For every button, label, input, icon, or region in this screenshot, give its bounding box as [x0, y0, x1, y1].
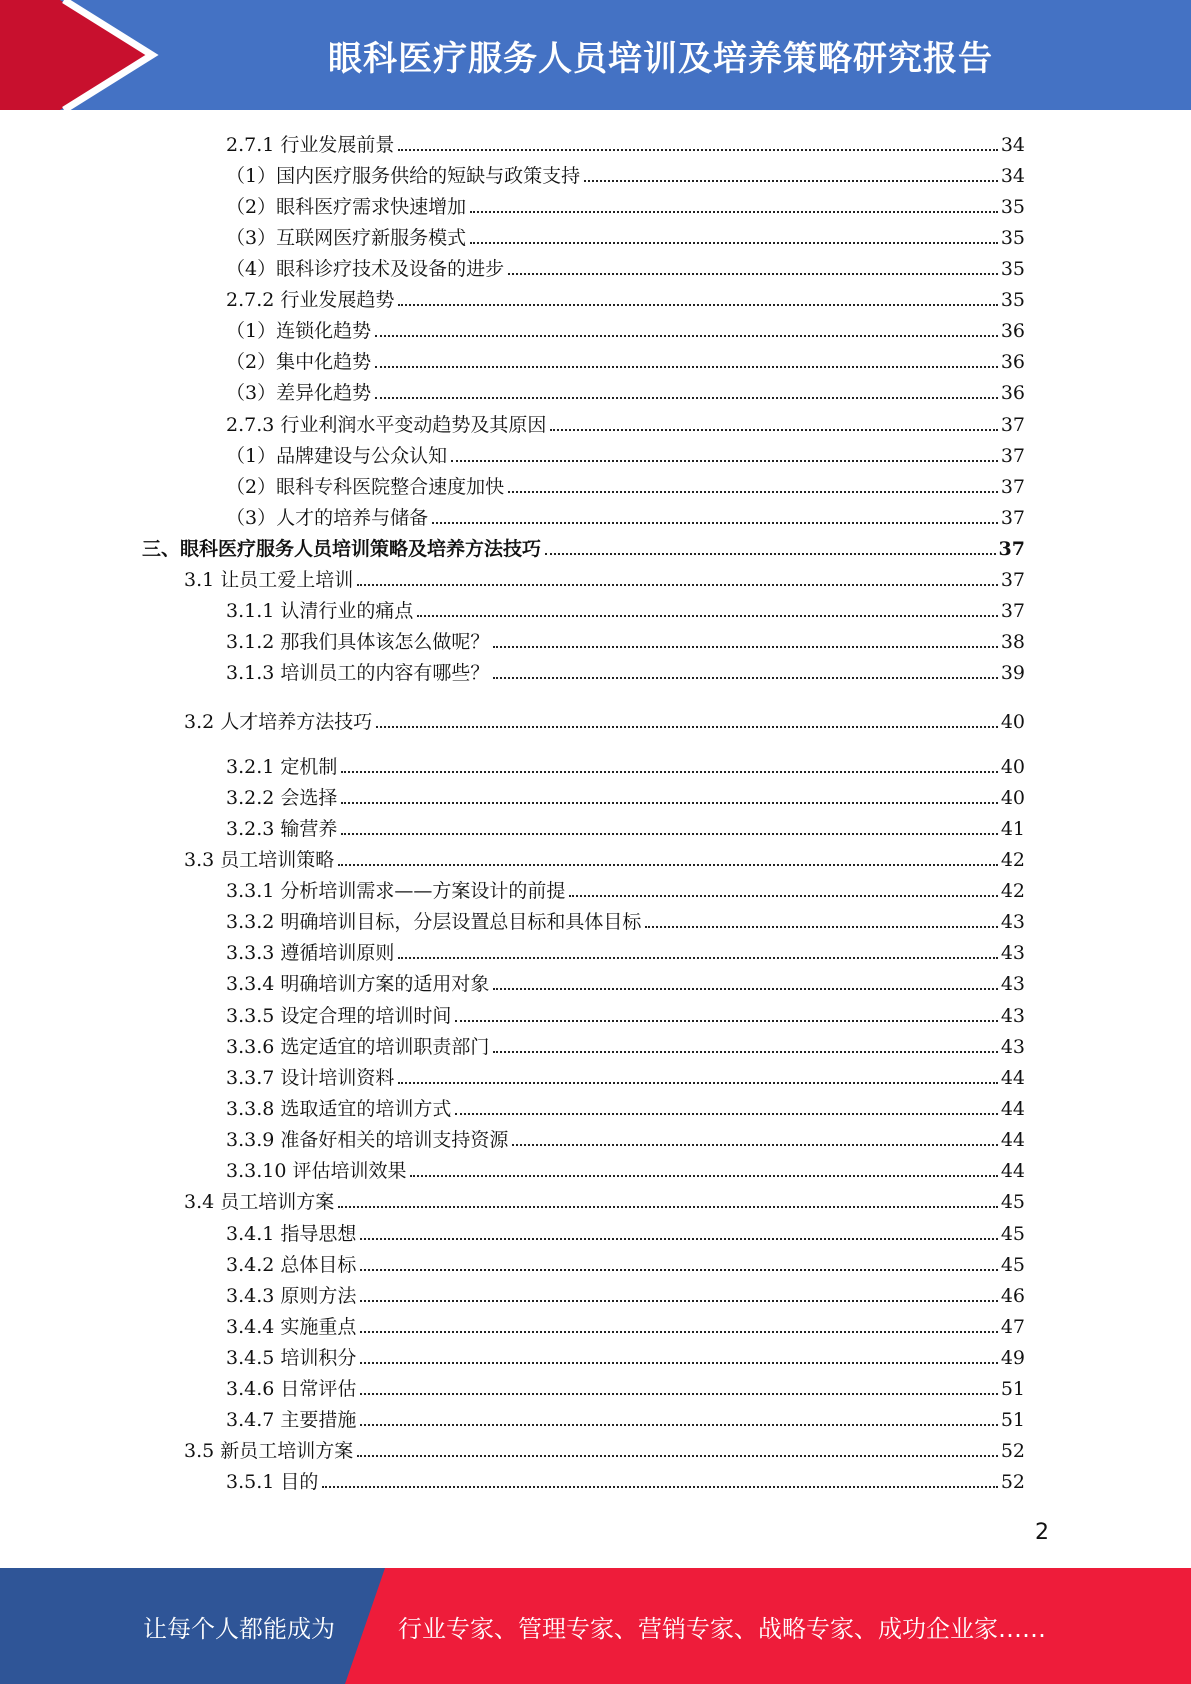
toc-entry[interactable]: [0, 1248, 1025, 1276]
toc-dot-leader: [493, 988, 997, 990]
toc-dot-leader: [417, 615, 997, 617]
toc-dot-leader: [455, 1113, 997, 1115]
toc-entry-title: 3.3 员工培训策略: [184, 849, 335, 871]
toc-entry[interactable]: [0, 936, 1025, 964]
toc-entry[interactable]: [0, 874, 1025, 902]
toc-entry-title: 3.3.8 选取适宜的培训方式: [226, 1098, 452, 1120]
toc-entry[interactable]: [0, 1434, 1025, 1462]
toc-entry[interactable]: [0, 376, 1025, 404]
toc-dot-leader: [410, 1175, 997, 1177]
toc-entry-page: 47: [1000, 1316, 1025, 1338]
toc-entry-page: 35: [1000, 258, 1025, 280]
toc-dot-leader: [493, 646, 997, 648]
toc-entry-title: 3.3.3 遵循培训原则: [226, 942, 395, 964]
toc-entry-title: 3.1.1 认清行业的痛点: [226, 600, 414, 622]
toc-entry[interactable]: [0, 345, 1025, 373]
toc-entry-title: 3.4.7 主要措施: [226, 1409, 357, 1431]
toc-dot-leader: [360, 1331, 997, 1333]
toc-dot-leader: [398, 1082, 997, 1084]
toc-dot-leader: [645, 926, 997, 928]
toc-entry-page: 44: [1000, 1129, 1025, 1151]
toc-entry[interactable]: [0, 1403, 1025, 1431]
toc-entry-page: 40: [1000, 787, 1025, 809]
toc-dot-leader: [360, 1269, 997, 1271]
toc-dot-leader: [360, 1238, 997, 1240]
toc-dot-leader: [451, 460, 998, 462]
toc-entry-title: 3.3.6 选定适宜的培训职责部门: [226, 1036, 490, 1058]
toc-entry-page: 36: [1000, 320, 1025, 342]
toc-entry-page: 37: [1000, 569, 1025, 591]
toc-entry[interactable]: [0, 594, 1025, 622]
toc-dot-leader: [398, 149, 997, 151]
toc-dot-leader: [341, 802, 997, 804]
toc-entry-page: 44: [1000, 1067, 1025, 1089]
toc-entry[interactable]: [0, 1092, 1025, 1120]
toc-entry-title: 3.1.3 培训员工的内容有哪些？: [226, 662, 490, 684]
toc-entry-title: 3.4.2 总体目标: [226, 1254, 357, 1276]
footer-banner: [0, 1568, 1191, 1684]
header-bar: [0, 0, 1191, 110]
toc-entry-page: 43: [1000, 1036, 1025, 1058]
toc-dot-leader: [338, 864, 998, 866]
toc-entry-title: 3.3.1 分析培训需求——方案设计的前提: [226, 880, 566, 902]
toc-entry-title: 3.3.9 准备好相关的培训支持资源: [226, 1129, 509, 1151]
toc-entry-title: 3.5.1 目的: [226, 1471, 319, 1493]
toc-entry-title: 3.3.7 设计培训资料: [226, 1067, 395, 1089]
toc-dot-leader: [360, 1362, 997, 1364]
toc-entry[interactable]: [0, 1185, 1025, 1213]
toc-entry-page: 40: [1000, 711, 1025, 733]
toc-entry-page: 45: [1000, 1254, 1025, 1276]
toc-entry-page: 52: [1000, 1471, 1025, 1493]
toc-entry-title: （2）眼科专科医院整合速度加快: [226, 476, 505, 498]
toc-entry-page: 42: [1000, 849, 1025, 871]
toc-entry-title: （2）眼科医疗需求快速增加: [226, 196, 467, 218]
toc-entry[interactable]: [0, 1310, 1025, 1338]
toc-entry-page: 43: [1000, 973, 1025, 995]
toc-dot-leader: [584, 180, 998, 182]
toc-entry[interactable]: [0, 159, 1025, 187]
toc-entry-page: 36: [1000, 382, 1025, 404]
toc-entry[interactable]: [0, 1465, 1025, 1493]
header-arrow-icon: [0, 0, 160, 110]
toc-dot-leader: [569, 895, 997, 897]
toc-entry[interactable]: [0, 190, 1025, 218]
toc-dot-leader: [376, 726, 998, 728]
toc-entry-title: （3）差异化趋势: [226, 382, 372, 404]
toc-entry-title: 3.2 人才培养方法技巧: [184, 711, 373, 733]
toc-entry-title: 3.1.2 那我们具体该怎么做呢？: [226, 631, 490, 653]
toc-dot-leader: [322, 1486, 997, 1488]
toc-entry[interactable]: [0, 843, 1025, 871]
toc-entry-title: 2.7.2 行业发展趋势: [226, 289, 395, 311]
toc-entry[interactable]: [0, 439, 1025, 467]
toc-entry-page: 35: [1000, 289, 1025, 311]
page-number: 2: [1035, 1520, 1049, 1545]
toc-entry-page: 43: [1000, 942, 1025, 964]
toc-dot-leader: [508, 273, 998, 275]
toc-entry-title: 3.4.6 日常评估: [226, 1378, 357, 1400]
toc-entry[interactable]: [0, 1154, 1025, 1182]
toc-entry[interactable]: [0, 1279, 1025, 1307]
toc-dot-leader: [493, 1051, 997, 1053]
toc-entry-page: 34: [1000, 165, 1025, 187]
toc-entry[interactable]: [0, 905, 1025, 933]
toc-entry-title: 3.4 员工培训方案: [184, 1191, 335, 1213]
toc-entry[interactable]: [0, 1372, 1025, 1400]
toc-dot-leader: [455, 1020, 997, 1022]
toc-entry[interactable]: [0, 656, 1025, 684]
toc-entry-title: 3.5 新员工培训方案: [184, 1440, 354, 1462]
toc-entry-title: 3.4.1 指导思想: [226, 1223, 357, 1245]
toc-entry[interactable]: [0, 705, 1025, 733]
toc-dot-leader: [432, 522, 998, 524]
toc-entry-page: 35: [1000, 227, 1025, 249]
toc-dot-leader: [338, 1206, 998, 1208]
toc-entry-page: 37: [1000, 476, 1025, 498]
toc-entry[interactable]: [0, 314, 1025, 342]
toc-entry-title: （3）人才的培养与储备: [226, 507, 429, 529]
toc-entry[interactable]: [0, 532, 1025, 560]
toc-entry-title: 3.3.10 评估培训效果: [226, 1160, 407, 1182]
footer-slogan-right: 行业专家、管理专家、营销专家、战略专家、成功企业家……: [398, 1614, 1046, 1643]
toc-entry[interactable]: [0, 252, 1025, 280]
footer-slogan-left: 让每个人都能成为: [143, 1614, 335, 1643]
toc-entry-title: 2.7.1 行业发展前景: [226, 134, 395, 156]
toc-entry-title: 3.2.1 定机制: [226, 756, 338, 778]
toc-entry-title: 三、眼科医疗服务人员培训策略及培养方法技巧: [142, 538, 542, 560]
toc-entry[interactable]: [0, 781, 1025, 809]
toc-entry[interactable]: [0, 221, 1025, 249]
toc-entry[interactable]: [0, 563, 1025, 591]
toc-dot-leader: [360, 1424, 997, 1426]
toc-entry-title: 3.2.3 输营养: [226, 818, 338, 840]
toc-entry[interactable]: [0, 470, 1025, 498]
toc-entry[interactable]: [0, 1123, 1025, 1151]
toc-entry-page: 52: [1000, 1440, 1025, 1462]
toc-entry-title: （4）眼科诊疗技术及设备的进步: [226, 258, 505, 280]
toc-entry-page: 46: [1000, 1285, 1025, 1307]
toc-entry-page: 51: [1000, 1378, 1025, 1400]
toc-entry-page: 43: [1000, 911, 1025, 933]
toc-dot-leader: [375, 397, 998, 399]
toc-dot-leader: [470, 211, 998, 213]
toc-entry-page: 34: [1000, 134, 1025, 156]
toc-entry[interactable]: [0, 625, 1025, 653]
toc-dot-leader: [493, 677, 997, 679]
toc-entry-page: 41: [1000, 818, 1025, 840]
toc-dot-leader: [341, 833, 997, 835]
toc-dot-leader: [398, 957, 997, 959]
toc-entry[interactable]: [0, 999, 1025, 1027]
toc-entry-page: 37: [1000, 600, 1025, 622]
toc-entry[interactable]: [0, 1030, 1025, 1058]
toc-entry-page: 37: [998, 538, 1025, 560]
toc-dot-leader: [375, 366, 998, 368]
report-title: 眼科医疗服务人员培训及培养策略研究报告: [328, 38, 993, 79]
toc-dot-leader: [360, 1300, 997, 1302]
toc-entry-page: 37: [1000, 507, 1025, 529]
toc-entry-title: 3.2.2 会选择: [226, 787, 338, 809]
toc-dot-leader: [508, 491, 998, 493]
toc-entry-title: （2）集中化趋势: [226, 351, 372, 373]
toc-entry-title: 3.4.3 原则方法: [226, 1285, 357, 1307]
toc-entry-page: 45: [1000, 1191, 1025, 1213]
toc-entry-page: 37: [1000, 414, 1025, 436]
toc-entry[interactable]: [0, 967, 1025, 995]
toc-dot-leader: [357, 1455, 998, 1457]
toc-entry-title: 3.3.2 明确培训目标，分层设置总目标和具体目标: [226, 911, 642, 933]
toc-entry[interactable]: [0, 812, 1025, 840]
toc-entry-title: 3.3.4 明确培训方案的适用对象: [226, 973, 490, 995]
toc-entry-title: （1）品牌建设与公众认知: [226, 445, 448, 467]
toc-dot-leader: [357, 584, 998, 586]
toc-entry-page: 38: [1000, 631, 1025, 653]
toc-entry-page: 42: [1000, 880, 1025, 902]
toc-entry-page: 43: [1000, 1005, 1025, 1027]
toc-dot-leader: [545, 553, 996, 555]
toc-entry-page: 51: [1000, 1409, 1025, 1431]
toc-entry-title: （1）国内医疗服务供给的短缺与政策支持: [226, 165, 581, 187]
toc-entry[interactable]: [0, 283, 1025, 311]
toc-entry-title: 3.4.5 培训积分: [226, 1347, 357, 1369]
toc-entry-title: 2.7.3 行业利润水平变动趋势及其原因: [226, 414, 547, 436]
toc-entry-title: 3.3.5 设定合理的培训时间: [226, 1005, 452, 1027]
toc-entry-page: 36: [1000, 351, 1025, 373]
toc-dot-leader: [470, 242, 998, 244]
toc-dot-leader: [341, 771, 997, 773]
toc-entry[interactable]: [0, 1341, 1025, 1369]
toc-entry-page: 44: [1000, 1160, 1025, 1182]
toc-entry[interactable]: [0, 1061, 1025, 1089]
toc-entry-page: 39: [1000, 662, 1025, 684]
toc-entry[interactable]: [0, 408, 1025, 436]
toc-entry[interactable]: [0, 750, 1025, 778]
toc-entry-page: 40: [1000, 756, 1025, 778]
toc-entry-title: 3.4.4 实施重点: [226, 1316, 357, 1338]
toc-entry-page: 45: [1000, 1223, 1025, 1245]
toc-entry-page: 37: [1000, 445, 1025, 467]
toc-dot-leader: [512, 1144, 997, 1146]
toc-entry-page: 49: [1000, 1347, 1025, 1369]
toc-entry[interactable]: [0, 1217, 1025, 1245]
toc-entry[interactable]: [0, 128, 1025, 156]
toc-dot-leader: [550, 429, 997, 431]
toc-dot-leader: [398, 304, 997, 306]
toc-entry-page: 35: [1000, 196, 1025, 218]
toc-entry-title: 3.1 让员工爱上培训: [184, 569, 354, 591]
toc-dot-leader: [375, 335, 998, 337]
toc-entry-title: （1）连锁化趋势: [226, 320, 372, 342]
toc-entry-page: 44: [1000, 1098, 1025, 1120]
toc-dot-leader: [360, 1393, 997, 1395]
toc-entry-title: （3）互联网医疗新服务模式: [226, 227, 467, 249]
toc-entry[interactable]: [0, 501, 1025, 529]
